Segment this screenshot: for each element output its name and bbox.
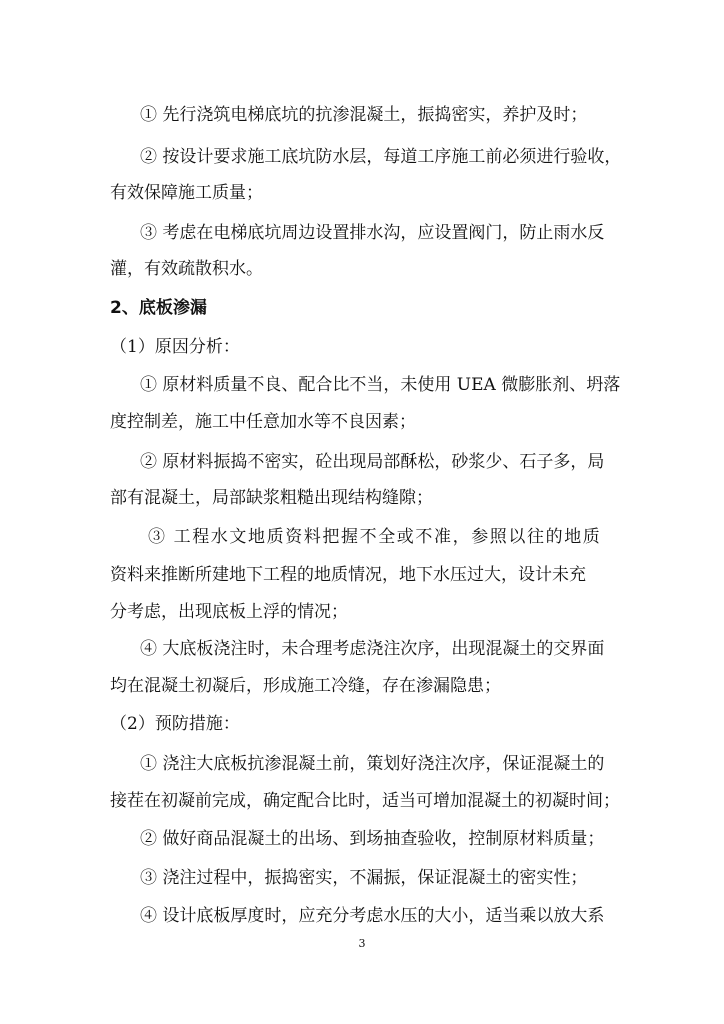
paragraph-line: ③ 考虑在电梯底坑周边设置排水沟，应设置阀门，防止雨水反 (140, 223, 605, 243)
paragraph-line: 接茬在初凝前完成，确定配合比时，适当可增加混凝土的初凝时间； (110, 791, 620, 811)
paragraph-line: 分考虑，出现底板上浮的情况； (110, 602, 348, 622)
subsection-heading: （2）预防措施： (110, 714, 240, 734)
paragraph-line: ③ 工程水文地质资料把握不全或不准，参照以往的地质 (148, 527, 602, 547)
paragraph-line: 灌，有效疏散积水。 (110, 259, 263, 279)
paragraph-line: 部有混凝土，局部缺浆粗糙出现结构缝隙； (110, 488, 433, 508)
paragraph-line: ③ 浇注过程中，振捣密实，不漏振，保证混凝土的密实性； (140, 868, 588, 888)
paragraph-line: ① 浇注大底板抗渗混凝土前，策划好浇注次序，保证混凝土的 (140, 754, 605, 774)
paragraph-line: 度控制差，施工中任意加水等不良因素； (110, 412, 416, 432)
paragraph-line: 资料来推断所建地下工程的地质情况，地下水压过大，设计未充 (110, 565, 586, 585)
paragraph-line: ④ 大底板浇注时，未合理考虑浇注次序，出现混凝土的交界面 (140, 639, 605, 659)
paragraph-line: 有效保障施工质量； (110, 183, 263, 203)
paragraph-line: ① 先行浇筑电梯底坑的抗渗混凝土，振捣密实，养护及时； (140, 105, 588, 125)
page-number: 3 (358, 937, 366, 950)
paragraph-line: ② 原材料振捣不密实，砼出现局部酥松，砂浆少、石子多，局 (140, 452, 605, 472)
paragraph-line: ② 按设计要求施工底坑防水层，每道工序施工前必须进行验收， (140, 147, 622, 167)
subsection-heading: （1）原因分析： (110, 337, 240, 357)
paragraph-line: 均在混凝土初凝后，形成施工冷缝，存在渗漏隐患； (110, 676, 501, 696)
paragraph-line: ① 原材料质量不良、配合比不当，未使用 UEA 微膨胀剂、坍落 (140, 375, 621, 395)
paragraph-line: ④ 设计底板厚度时，应充分考虑水压的大小，适当乘以放大系 (140, 906, 605, 926)
paragraph-line: ② 做好商品混凝土的出场、到场抽查验收，控制原材料质量； (140, 829, 605, 849)
section-heading: 2、底板渗漏 (110, 298, 207, 318)
